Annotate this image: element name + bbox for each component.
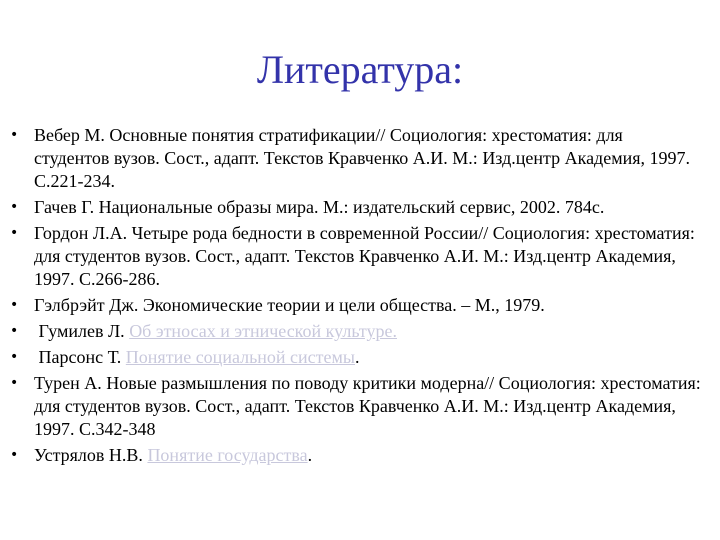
reference-item <box>0 222 720 291</box>
bullet-icon: • <box>10 127 19 143</box>
reference-item <box>0 294 720 317</box>
reference-item <box>0 196 720 219</box>
reference-item <box>0 124 720 193</box>
bullet-icon: • <box>10 297 19 313</box>
reference-text: Гордон Л.А. Четыре рода бедности в современной России// Социология: хрестоматия: для студентов вузов. Сост., адапт. Текстов Кравченко А.И. М.: Изд.центр Академия, 1997. С.266-286. <box>34 223 695 289</box>
reference-item <box>0 320 720 343</box>
reference-link[interactable]: Понятие государства <box>147 445 308 465</box>
reference-item <box>0 372 720 441</box>
reference-link[interactable]: Понятие социальной системы <box>125 347 356 367</box>
reference-text: Гэлбрэйт Дж. Экономические теории и цели общества. – М., 1979. <box>34 295 545 315</box>
reference-item <box>0 444 720 467</box>
reference-text: Вебер М. Основные понятия стратификации// Социология: хрестоматия: для студентов вузов. Сост., адапт. Текстов Кравченко А.И. М.: Изд.центр Академия, 1997. С.221-234. <box>34 125 691 191</box>
bullet-icon: • <box>10 225 19 241</box>
slide-title: Литература: <box>256 47 464 92</box>
bullet-icon: • <box>10 323 19 339</box>
bullet-icon: • <box>10 349 19 365</box>
bullet-icon: • <box>10 375 19 391</box>
reference-author: Парсонс Т. <box>34 347 126 367</box>
reference-text: Турен А. Новые размышления по поводу критики модерна// Социология: хрестоматия: для студентов вузов. Сост., адапт. Текстов Кравченко А.И. М.: Изд.центр Академия, 1997. С.342-348 <box>34 373 701 439</box>
reference-item <box>0 346 720 369</box>
reference-author: Гумилев Л. <box>34 321 130 341</box>
reference-suffix: . <box>355 347 360 367</box>
reference-author: Устрялов Н.В. <box>34 445 148 465</box>
reference-link[interactable]: Об этносах и этнической культуре. <box>129 321 397 341</box>
bullet-icon: • <box>10 199 19 215</box>
bullet-icon: • <box>10 447 19 463</box>
reference-suffix: . <box>307 445 313 465</box>
reference-list <box>0 124 720 470</box>
reference-text: Гачев Г. Национальные образы мира. М.: издательский сервис, 2002. 784с. <box>34 197 605 217</box>
